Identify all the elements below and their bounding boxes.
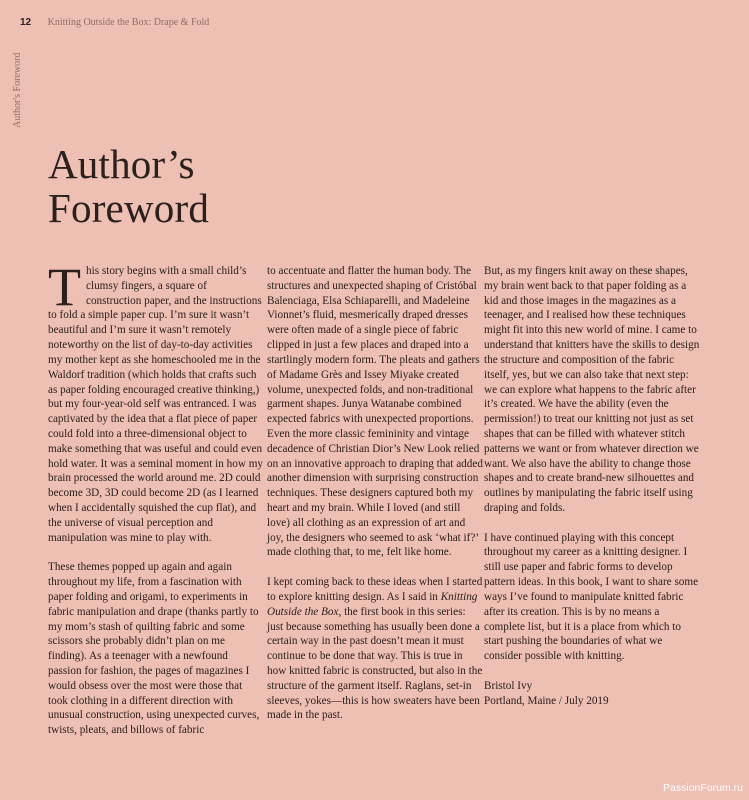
author-name: Bristol Ivy xyxy=(484,679,533,692)
section-side-tab: Author's Foreword xyxy=(12,52,23,128)
paragraph xyxy=(48,257,264,545)
page-title xyxy=(48,142,209,230)
text-column-3 xyxy=(484,264,700,708)
paragraph-text: , the first book in this series: just because something has usually been done a certain way in the past doesn’t mean it must continue to be done that way. This is true in how knitted fabric is constructed, but also in the structure of the garment itself. Raglans, set-in sleeves, yokes—this is how sweaters have been made in the past. xyxy=(267,605,483,722)
title-line-2: Foreword xyxy=(48,185,210,231)
page-number: 12 xyxy=(20,17,32,28)
paragraph: to accentuate and flatter the human body. The structures and unexpected shaping of Cristóbal Balenciaga, Elsa Schiaparelli, and Madeleine Vionnet’s fluid, mesmerically draped dresses were often made of a single piece of fabric clipped in just a few places and draped into a startlingly modern form. The pleats and gathers of Madame Grès and Issey Miyake created volume, unexpected folds, and non-traditional garment shapes. Junya Watanabe combined expected fabrics with unexpected proportions. Even the more classic femininity and vintage decadence of Christian Dior’s New Look relied on an innovative approach to draping that added another dimension with surprising construction techniques. These designers captured both my heart and my brain. While I loved (and still love) all clothing as an expression of art and joy, the designers who seemed to ask ‘what if?’ made clothing that, to me, felt like home. xyxy=(267,265,483,559)
paragraph: I have continued playing with this concept throughout my career as a knitting designer. I still use paper and fabric forms to develop pattern ideas. In this book, I want to share some ways I’ve found to manipulate knitted fabric after its creation. This is by no means a complete list, but it is a place from which to start pushing the boundaries of what we consider possible with knitting. xyxy=(484,531,699,663)
title-line-1: Author’s xyxy=(48,141,195,187)
running-header xyxy=(20,17,209,28)
drop-cap: T xyxy=(48,257,81,317)
paragraph: But, as my fingers knit away on these shapes, my brain went back to that paper folding as a kid and those images in the magazines as a teenager, and I realised how these techniques might fit into this new world of mine. I came to understand that knitters have the skills to design the structure and composition of the fabric itself, yes, but we can also take that next step: we can explore what happens to the fabric after it’s created. We have the ability (even the permission!) to treat our knitting not just as set shapes that can be filled with whatever stitch patterns we want or from whatever direction we want. We also have the ability to change those shapes and to create brand-new silhouettes and outlines by manipulating the fabric itself using draping and folds. xyxy=(484,265,700,514)
text-column-1 xyxy=(48,257,264,738)
text-column-2 xyxy=(267,264,483,723)
paragraph xyxy=(267,575,483,723)
author-place-date: Portland, Maine / July 2019 xyxy=(484,694,609,707)
paragraph-text: his story begins with a small child’s clumsy fingers, a square of construction paper, and the instructions to fold a simple paper cup. I’m sure it wasn’t beautiful and I’m sure it wasn’t remotely noteworthy on the list of day-to-day activities my mother kept as she homeschooled me in the Waldorf tradition (which holds that crafts such as paper folding encouraged creative thinking,) but my four-year-old self was entranced. I was captivated by the idea that a flat piece of paper could fold into a three-dimensional object to make something that was useful and could even hold water. It was a seminal moment in how my brain processed the world around me. 2D could become 3D, 3D could become 2D (as I learned when I accidentally squished the cup flat), and the universe of visual perception and manipulation was mine to play with. xyxy=(48,265,264,544)
running-title: Knitting Outside the Box: Drape & Fold xyxy=(47,17,210,28)
book-title: Knitting Outside the Box xyxy=(267,590,478,618)
paragraph: These themes popped up again and again throughout my life, from a fascination with paper folding and origami, to experiments in fabric manipulation and drape (thanks partly to my mom’s stash of quilting fabric and some scissors she probably didn’t plan on me finding). As a teenager with a newfound passion for fashion, the pages of magazines I would obsess over the most were those that took clothing in a different direction with unusual construction, using unexpected curves, twists, pleats, and billows of fabric xyxy=(48,561,260,737)
paragraph-text: I kept coming back to these ideas when I started to explore knitting design. As I said in xyxy=(267,576,483,603)
watermark: PassionForum.ru xyxy=(663,782,743,794)
signature-block xyxy=(484,679,700,709)
